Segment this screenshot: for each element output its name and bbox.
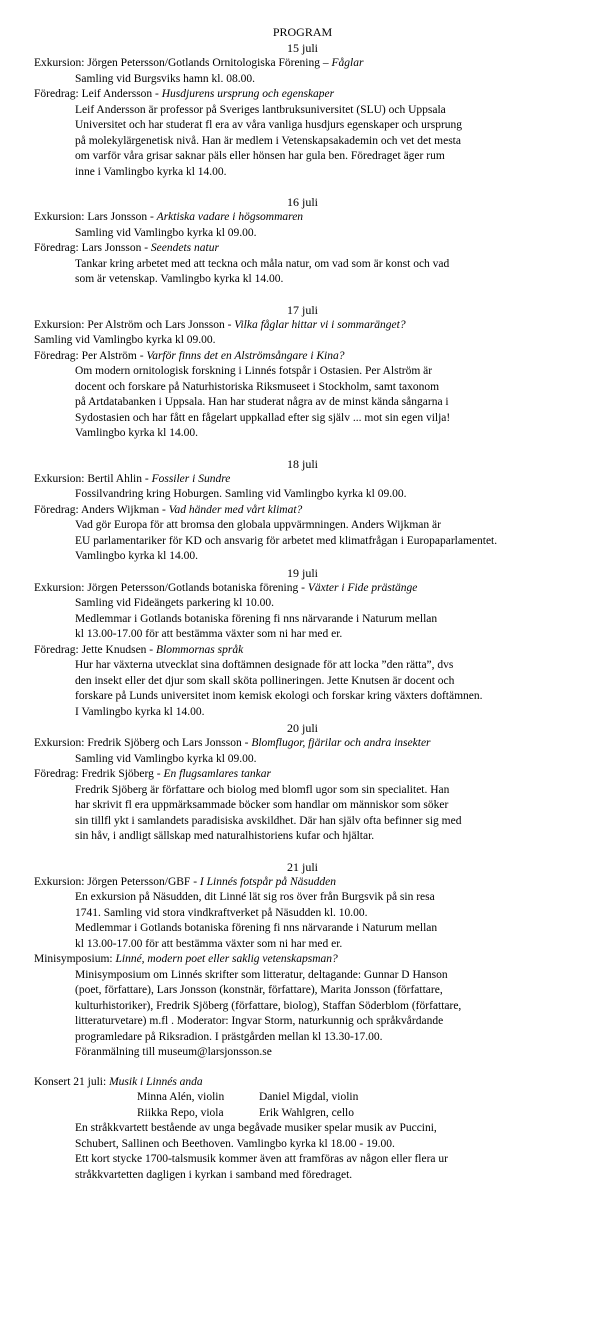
event-heading: Exkursion: Jörgen Petersson/Gotlands Ornitologiska Förening – Fåglar (34, 57, 364, 69)
event-detail: I Vamlingbo kyrka kl 14.00. (75, 705, 205, 718)
event-heading: Exkursion: Jörgen Petersson/Gotlands botaniska förening - Växter i Fide prästänge (34, 581, 418, 594)
event-detail: Samling vid Fideängets parkering kl 10.00. (75, 597, 274, 609)
event-detail: Ett kort stycke 1700-talsmusik kommer även att framföras av någon eller flera ur (75, 1153, 448, 1165)
event-heading: Exkursion: Bertil Ahlin - Fossiler i Sundre (34, 472, 231, 485)
date-heading: 20 juli (286, 721, 318, 735)
event-detail: Fossilvandring kring Hoburgen. Samling vid Vamlingbo kyrka kl 09.00. (75, 488, 407, 500)
date-heading: 21 juli (286, 859, 318, 874)
event-detail: på molekylärgenetisk nivå. Han är medlem i Vetenskapsakademin och vet det mesta (75, 134, 461, 147)
event-heading: Föredrag: Anders Wijkman - Vad händer med vårt klimat? (34, 503, 303, 516)
event-detail: Fredrik Sjöberg är författare och biolog med blomfl ugor som sin specialitet. Han (75, 783, 450, 796)
event-heading: Exkursion: Fredrik Sjöberg och Lars Jonsson - Blomflugor, fjärilar och andra insekter (34, 737, 431, 749)
event-detail: sin tillfl ykt i samlandets paradisiska avskildhet. Där han själv ofta befinner sig med (75, 814, 462, 827)
event-detail: Vamlingbo kyrka kl 14.00. (75, 427, 198, 439)
event-detail: Minisymposium om Linnés skrifter som litteratur, deltagande: Gunnar D Hanson (75, 968, 448, 981)
date-heading: 16 juli (286, 195, 318, 209)
event-heading: Föredrag: Lars Jonsson - Seendets natur (34, 242, 219, 254)
event-heading: Exkursion: Jörgen Petersson/GBF - I Linnés fotspår på Näsudden (34, 875, 336, 888)
event-detail: kl 13.00-17.00 för att bestämma växter som ni har med er. (75, 628, 343, 640)
event-detail: Medlemmar i Gotlands botaniska förening fi nns närvarande i Naturum mellan (75, 612, 438, 625)
event-detail: EU parlamentariker för KD och ansvarig för arbetet med klimatfrågan i Europaparlamentet. (75, 534, 498, 547)
event-heading: Föredrag: Fredrik Sjöberg - En flugsamlares tankar (34, 768, 272, 780)
event-detail: kulturhistoriker), Fredrik Sjöberg (författare, biolog), Staffan Söderblom (författare, (75, 999, 462, 1012)
event-detail: har skrivit fl era uppmärksammade böcker som handlar om människor som söker (75, 799, 449, 811)
event-detail: 1741. Samling vid stora vindkraftverket på Näsudden kl. 10.00. (75, 906, 368, 919)
event-detail: En stråkkvartett bestående av unga begåvade musiker spelar musik av Puccini, (75, 1122, 437, 1134)
event-detail: (poet, författare), Lars Jonsson (konstnär, författare), Marita Jonsson (författare, (75, 984, 443, 996)
musician-row (0, 1090, 605, 1106)
event-detail: En exkursion på Näsudden, dit Linné lät sig ros över från Burgsvik på sin resa (75, 891, 435, 903)
musician: Daniel Migdal, violin (259, 1091, 359, 1103)
event-detail: inne i Vamlingbo kyrka kl 14.00. (75, 165, 227, 178)
event-detail: den insekt eller det djur som skall sköta pollineringen. Jette Knutsen är docent och (75, 674, 455, 687)
date-heading: 18 juli (286, 456, 318, 471)
concert-heading: Konsert 21 juli: Musik i Linnés anda (34, 1075, 203, 1088)
musician: Erik Wahlgren, cello (259, 1106, 354, 1119)
event-detail: Leif Andersson är professor på Sveriges lantbruksuniversitet (SLU) och Uppsala (75, 103, 446, 116)
event-detail: Medlemmar i Gotlands botaniska förening fi nns närvarande i Naturum mellan (75, 922, 438, 934)
page-title: PROGRAM (272, 25, 333, 39)
event-detail: programledare på Riksradion. I prästgården mellan kl 13.30-17.00. (75, 1030, 383, 1043)
event-detail: Om modern ornitologisk forskning i Linnés fotspår i Ostasien. Per Alström är (75, 365, 433, 377)
event-detail: på Artdatabanken i Uppsala. Han har studerat några av de minst kända sångarna i (75, 396, 449, 408)
event-detail: kl 13.00-17.00 för att bestämma växter som ni har med er. (75, 937, 343, 950)
event-detail: Hur har växterna utvecklat sina doftämnen designade för att locka ”den rätta”, dvs (75, 659, 454, 671)
event-heading: Föredrag: Jette Knudsen - Blommornas språk (34, 643, 244, 656)
event-heading: Exkursion: Per Alström och Lars Jonsson - Vilka fåglar hittar vi i sommaränget? (34, 318, 406, 331)
event-detail: Samling vid Vamlingbo kyrka kl 09.00. (75, 752, 257, 765)
event-detail: Vamlingbo kyrka kl 14.00. (75, 550, 198, 562)
event-detail: Universitet och har studerat fl era av våra vanliga husdjurs egenskaper och ursprung (75, 119, 463, 131)
event-detail: Vad gör Europa för att bromsa den globala uppvärmningen. Anders Wijkman är (75, 519, 441, 531)
event-detail: Schubert, Sallinen och Beethoven. Vamlingbo kyrka kl 18.00 - 19.00. (75, 1137, 395, 1150)
event-heading: Föredrag: Leif Andersson - Husdjurens ursprung och egenskaper (34, 88, 335, 100)
musician: Riikka Repo, viola (137, 1106, 224, 1119)
event-detail: Samling vid Vamlingbo kyrka kl 09.00. (75, 226, 257, 239)
event-detail: om varför våra grisar saknar päls eller hönsen har gula ben. Föredraget äger rum (75, 150, 445, 162)
event-heading: Exkursion: Lars Jonsson - Arktiska vadare i högsommaren (34, 211, 304, 223)
event-detail: forskare på Lunds universitet inom kemisk ekologi och forskar kring växters doftämnen. (75, 690, 483, 702)
date-heading: 15 juli (286, 41, 318, 55)
event-heading: Föredrag: Per Alström - Varför finns det en Alströmsångare i Kina? (34, 349, 345, 362)
event-detail: Samling vid Burgsviks hamn kl. 08.00. (75, 72, 255, 85)
event-heading: Minisymposium: Linné, modern poet eller saklig vetenskapsman? (34, 953, 338, 965)
event-detail: stråkkvartetten dagligen i kyrkan i samband med föredraget. (75, 1168, 353, 1181)
event-detail: Sydostasien och har fått en fågelart uppkallad efter sig själv ... mot sin egen vilja! (75, 411, 451, 424)
event-detail: Föranmälning till museum@larsjonsson.se (75, 1046, 272, 1058)
musician-row (0, 1106, 605, 1122)
date-heading: 19 juli (286, 565, 318, 580)
event-detail: docent och forskare på Naturhistoriska Riksmuseet i Stockholm, samt taxonom (75, 380, 440, 393)
musician: Minna Alén, violin (137, 1091, 225, 1103)
event-detail: sin håv, i andligt sällskap med naturalhistoriens kufar och hjältar. (75, 830, 375, 842)
event-detail: litteraturvetare) m.fl . Moderator: Ingvar Storm, naturkunnig och språkvårdande (75, 1015, 444, 1027)
event-detail: Samling vid Vamlingbo kyrka kl 09.00. (34, 334, 216, 346)
event-detail: som är vetenskap. Vamlingbo kyrka kl 14.00. (75, 273, 284, 285)
date-heading: 17 juli (286, 302, 318, 317)
event-detail: Tankar kring arbetet med att teckna och måla natur, om vad som är konst och vad (75, 257, 450, 270)
